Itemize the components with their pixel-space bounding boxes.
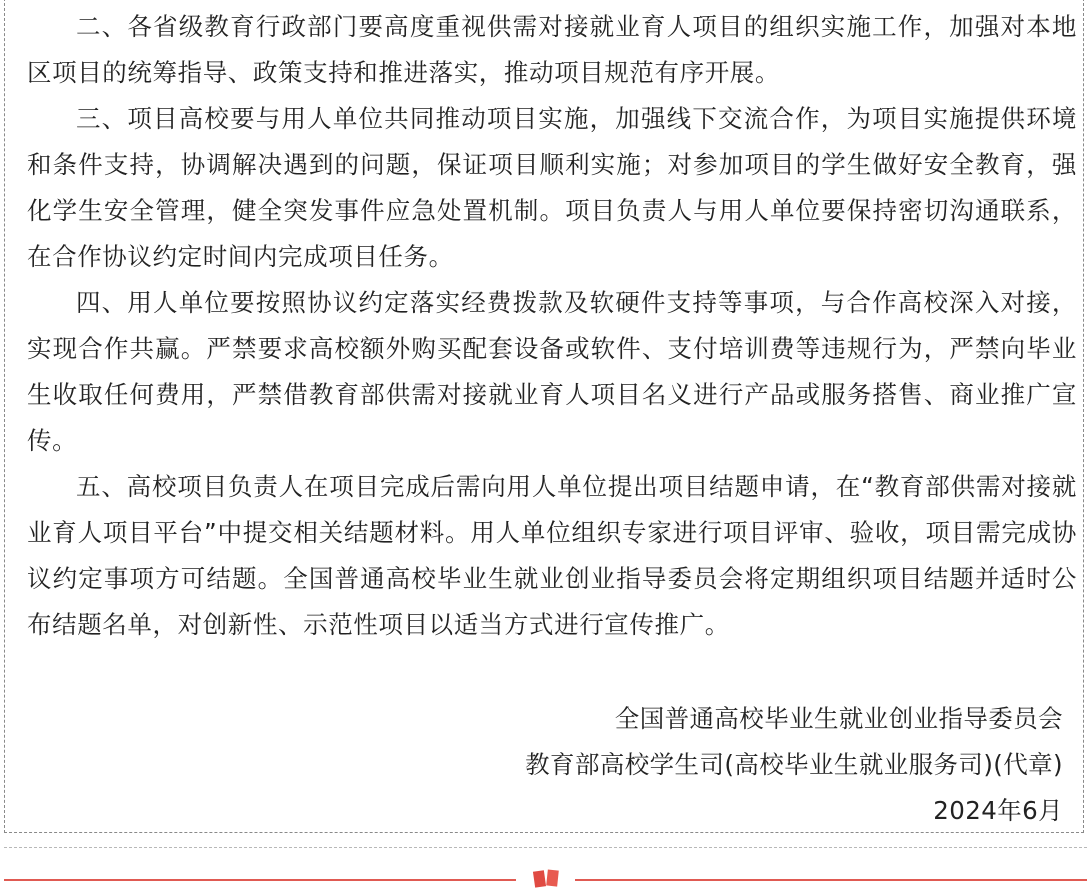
divider-line-right xyxy=(575,879,1087,881)
red-ornament-icon xyxy=(522,861,570,895)
signature-date: 2024年6月 xyxy=(933,796,1063,825)
document-frame xyxy=(4,0,1084,833)
divider-dashed-line xyxy=(4,847,1087,848)
paragraph-3: 三、项目高校要与用人单位共同推动项目实施，加强线下交流合作，为项目实施提供环境和条件支持，协调解决遇到的问题，保证项目顺利实施；对参加项目的学生做好安全教育，强化学生安全管理，健全突发事件应急处置机制。项目负责人与用人单位要保持密切沟通联系，在合作协议约定时间内完成项目任务。 xyxy=(27,104,1077,271)
paragraph-5: 五、高校项目负责人在项目完成后需向用人单位提出项目结题申请，在“教育部供需对接就业育人项目平台”中提交相关结题材料。用人单位组织专家进行项目评审、验收，项目需完成协议约定事项方可结题。全国普通高校毕业生就业创业指导委员会将定期组织项目结题并适时公布结题名单，对创新性、示范性项目以适当方式进行宣传推广。 xyxy=(27,472,1077,639)
divider-line-left xyxy=(4,879,516,881)
section-divider xyxy=(0,843,1091,895)
paragraph-2: 二、各省级教育行政部门要高度重视供需对接就业育人项目的组织实施工作，加强对本地区项目的统筹指导、政策支持和推进落实，推动项目规范有序开展。 xyxy=(27,12,1077,87)
document-body xyxy=(27,4,1077,648)
signature-block xyxy=(525,696,1063,834)
signature-org-committee: 全国普通高校毕业生就业创业指导委员会 xyxy=(614,704,1063,733)
signature-org-department: 教育部高校学生司(高校毕业生就业服务司)(代章) xyxy=(525,750,1063,779)
paragraph-4: 四、用人单位要按照协议约定落实经费拨款及软硬件支持等事项，与合作高校深入对接，实现合作共赢。严禁要求高校额外购买配套设备或软件、支付培训费等违规行为，严禁向毕业生收取任何费用，严禁借教育部供需对接就业育人项目名义进行产品或服务搭售、商业推广宣传。 xyxy=(27,288,1077,455)
